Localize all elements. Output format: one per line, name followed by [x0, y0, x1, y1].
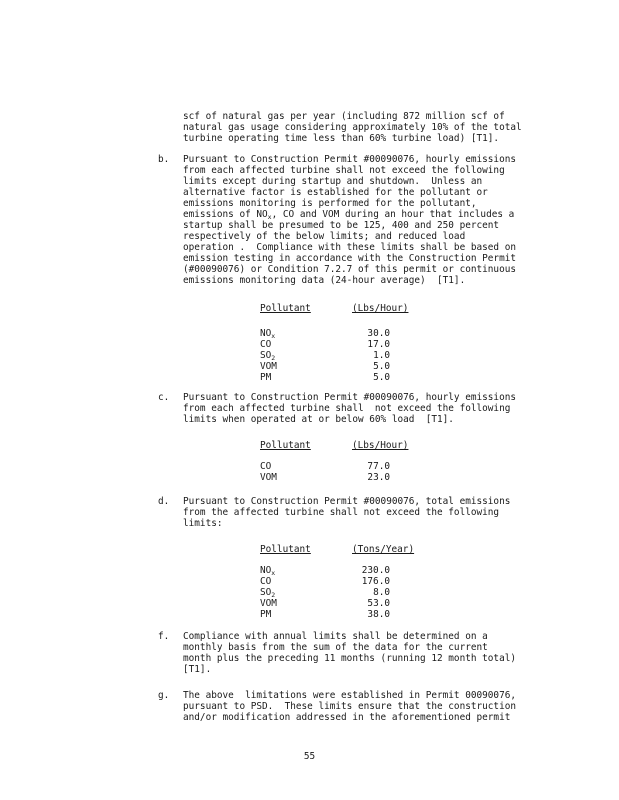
table-cell-value: 30.0	[367, 328, 390, 339]
text-line: startup shall be presumed to be 125, 400 and 250 percent	[183, 220, 500, 231]
text-line: emissions monitoring data (24-hour average) [T1].	[183, 275, 466, 286]
text-line: Pursuant to Construction Permit #00090076, total emissions	[183, 496, 511, 507]
table-header-units: (Lbs/Hour)	[352, 303, 409, 314]
emissions-table-c	[260, 441, 420, 486]
table-cell-pollutant: VOM	[260, 598, 277, 609]
table-cell-pollutant: $SO_2$	[260, 350, 276, 362]
table-header-units: (Tons/Year)	[352, 544, 415, 555]
table-cell-pollutant: VOM	[260, 472, 277, 483]
table-cell-pollutant: $NO_x$	[260, 328, 276, 340]
emissions-table-d	[260, 545, 420, 625]
text-line: and/or modification addressed in the aforementioned permit	[183, 712, 511, 723]
table-cell-pollutant: $NO_x$	[260, 565, 276, 577]
table-cell-pollutant: VOM	[260, 361, 277, 372]
text-line: turbine operating time less than 60% turbine load) [T1].	[183, 133, 500, 144]
table-cell-value: 17.0	[367, 339, 390, 350]
text-line: natural gas usage considering approximately 10% of the total	[183, 122, 522, 133]
table-cell-pollutant: PM	[260, 372, 272, 383]
text-line: scf of natural gas per year (including 872 million scf of	[183, 111, 505, 122]
item-label: g.	[158, 690, 170, 701]
text-line: from the affected turbine shall not exceed the following	[183, 507, 500, 518]
text-line: [T1].	[183, 664, 212, 675]
text-line: respectively of the below limits; and reduced load	[183, 231, 466, 242]
text-line: emissions monitoring is performed for the pollutant,	[183, 198, 477, 209]
emissions-table-b	[260, 304, 420, 384]
text-line: Pursuant to Construction Permit #00090076, hourly emissions	[183, 154, 517, 165]
table-cell-value: 230.0	[361, 565, 390, 576]
item-label: f.	[158, 631, 170, 642]
table-cell-pollutant: CO	[260, 339, 272, 350]
table-cell-value: 23.0	[367, 472, 390, 483]
table-header-pollutant: Pollutant	[260, 303, 311, 314]
text-line: limits:	[183, 518, 223, 529]
text-line: (#00090076) or Condition 7.2.7 of this permit or continuous	[183, 264, 517, 275]
item-label: d.	[158, 496, 170, 507]
text-line: emissions of $NO_x$, CO and VOM during an hour that includes a	[183, 209, 515, 221]
text-line: limits when operated at or below 60% load [T1].	[183, 414, 454, 425]
item-label: c.	[158, 392, 170, 403]
table-cell-pollutant: CO	[260, 461, 272, 472]
table-cell-value: 8.0	[373, 587, 390, 598]
table-cell-value: 1.0	[373, 350, 390, 361]
text-line: Compliance with annual limits shall be determined on a	[183, 631, 488, 642]
text-line: operation . Compliance with these limits shall be based on	[183, 242, 517, 253]
table-header-units: (Lbs/Hour)	[352, 440, 409, 451]
table-cell-pollutant: PM	[260, 609, 272, 620]
item-label: b.	[158, 154, 170, 165]
table-header-pollutant: Pollutant	[260, 544, 311, 555]
text-line: emission testing in accordance with the Construction Permit	[183, 253, 517, 264]
page-number: 55	[303, 751, 316, 762]
text-line: month plus the preceding 11 months (running 12 month total)	[183, 653, 517, 664]
text-line: from each affected turbine shall not exceed the following	[183, 165, 505, 176]
text-line: Pursuant to Construction Permit #00090076, hourly emissions	[183, 392, 517, 403]
text-line: limits except during startup and shutdown. Unless an	[183, 176, 483, 187]
text-line: from each affected turbine shall not exceed the following	[183, 403, 511, 414]
table-cell-pollutant: $SO_2$	[260, 587, 276, 599]
table-cell-value: 176.0	[361, 576, 390, 587]
text-line: alternative factor is established for the pollutant or	[183, 187, 488, 198]
text-line: pursuant to PSD. These limits ensure that the construction	[183, 701, 517, 712]
text-line: The above limitations were established in Permit 00090076,	[183, 690, 517, 701]
text-line: monthly basis from the sum of the data for the current	[183, 642, 488, 653]
table-cell-value: 38.0	[367, 609, 390, 620]
table-cell-value: 5.0	[373, 372, 390, 383]
table-cell-value: 53.0	[367, 598, 390, 609]
table-cell-value: 77.0	[367, 461, 390, 472]
table-header-pollutant: Pollutant	[260, 440, 311, 451]
table-cell-value: 5.0	[373, 361, 390, 372]
table-cell-pollutant: CO	[260, 576, 272, 587]
